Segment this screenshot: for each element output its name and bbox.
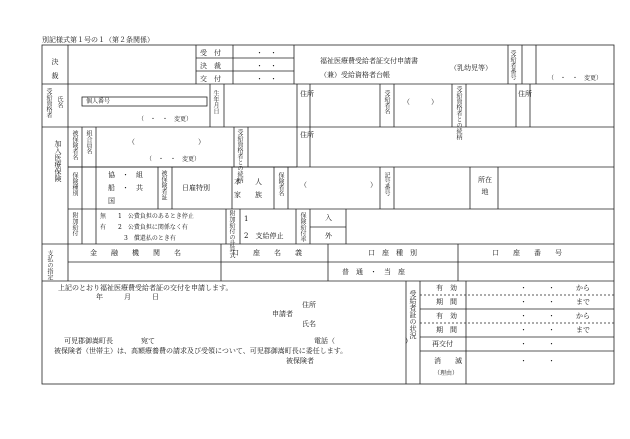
birth-date-label: 生年月日 <box>212 90 219 114</box>
form-subtitle: （乳幼児等） <box>450 64 492 72</box>
phone-field[interactable]: 電話（ ） <box>314 337 412 345</box>
account-holder-header: 口 座 名 義 <box>232 249 302 257</box>
insurer-location-label: 所在地 <box>478 176 492 196</box>
insured-change[interactable]: （ ・ ・ 変更） <box>146 156 201 163</box>
uketsuke-label: 受 付 <box>200 49 221 57</box>
expiry-value[interactable]: ・ ・ <box>520 357 555 365</box>
insurance-type-label: 保険種別 <box>71 172 78 196</box>
relation-label: 受給資格者との続柄 <box>455 86 462 140</box>
insurance-side-label: 加入医療保険 <box>54 140 62 182</box>
status-value-3[interactable]: ・ ・ から <box>520 312 590 320</box>
reissue-value[interactable]: ・ ・ <box>520 340 555 348</box>
form-title-sub: （兼）受給資格者台帳 <box>320 71 390 79</box>
status-value-2[interactable]: ・ ・ まで <box>520 298 590 306</box>
status-label-2: 期 間 <box>436 298 457 306</box>
insured-person-label: 被保険者 <box>286 357 314 365</box>
declaration-text: 上記のとおり福祉医療費受給者証の交付を申請します。 <box>58 284 233 292</box>
payment-designation-label: 支払の指定 <box>46 250 53 280</box>
status-value-1[interactable]: ・ ・ から <box>520 284 590 292</box>
rate-inpatient[interactable]: 入 <box>325 214 332 222</box>
applicant-address2-label: 住所 <box>518 90 532 98</box>
benefit-item-1[interactable]: 無 1 公費負担のあるとき停止 <box>100 213 194 220</box>
hiyatoi-label[interactable]: 日雇特別 <box>182 184 210 192</box>
status-value-4[interactable]: ・ ・ まで <box>520 326 590 334</box>
insured-cert-label: 被保険者証 <box>160 170 167 200</box>
bank-name-header: 金 融 機 関 名 <box>90 249 181 257</box>
status-label-1: 有 効 <box>436 284 457 292</box>
insured-name-label: 被保険者名 <box>71 130 78 160</box>
calc-item-1[interactable]: 1 <box>244 215 249 223</box>
expiry-reason: （理由） <box>434 370 459 377</box>
insured-relation-label: 受給資格者との続柄 <box>236 129 243 183</box>
benefit-rate-label: 保険給付率 <box>299 212 306 242</box>
rate-outpatient[interactable]: 外 <box>325 232 332 240</box>
applicant-change[interactable]: （ ・ ・ 変更） <box>138 116 193 123</box>
status-side-label: 受給者証の状況 <box>409 290 417 339</box>
applicant-name-label: 氏名 <box>56 96 63 108</box>
expiry-label: 消 滅 <box>434 357 462 365</box>
calc-item-2[interactable]: 2 支給停止 <box>244 232 284 240</box>
benefit-label: 附加給付 <box>71 212 78 236</box>
kessai-date[interactable]: ・ ・ <box>256 62 277 70</box>
uketsuke-date[interactable]: ・ ・ <box>256 49 277 57</box>
kessai-label: 決 裁 <box>51 58 66 80</box>
kojin-number-label: 個人番号 <box>86 98 111 105</box>
delegation-text: 被保険者（世帯主）は、高額療養費の請求及び受領について、可児郡御嵩町長に委任します。 <box>54 347 348 355</box>
insured-address-label: 住所 <box>300 131 314 139</box>
applicant-address-label: 住所 <box>302 301 316 309</box>
addressee: 可児郡御嵩町長 宛て <box>64 337 155 345</box>
insurer-paren[interactable]: （ ） <box>300 181 377 189</box>
form-header-title: 別記様式第１号の１（第２条関係） <box>42 36 154 44</box>
member-honnin[interactable]: 本 人 <box>234 178 262 186</box>
recipient-paren[interactable]: （ ） <box>403 98 438 106</box>
benefit-item-3[interactable]: 3 償還払のとき有 <box>100 235 176 242</box>
holder-number-label: 受給者番号 <box>509 50 516 80</box>
koufu-date[interactable]: ・ ・ <box>256 75 277 83</box>
applicant-address-label-top: 住所 <box>300 90 314 98</box>
applicant-role-label: 申請者 <box>272 310 293 318</box>
declaration-date[interactable]: 年 月 日 <box>96 293 159 301</box>
calc-formula-label: 附加給付の計算式 <box>228 210 235 258</box>
recipient-label: 受給者名 <box>383 90 390 114</box>
type-kokuho[interactable]: 国 <box>108 197 115 205</box>
type-kyokai[interactable]: 協 ・ 組 <box>108 171 143 179</box>
insurer-name-label: 保険者名 <box>277 172 284 196</box>
type-senin[interactable]: 船 ・ 共 <box>108 184 143 192</box>
status-label-3: 有 効 <box>436 312 457 320</box>
account-type-value[interactable]: 普 通 ・ 当 座 <box>342 268 405 276</box>
reissue-label: 再交付 <box>432 340 453 348</box>
applicant-side-label: 受給資格者 <box>45 88 52 118</box>
union-member-label: 組合員名 <box>85 130 92 154</box>
account-type-header: 口 座 種 別 <box>368 249 417 257</box>
account-number-header: 口 座 番 号 <box>492 249 562 257</box>
benefit-item-2[interactable]: 有 2 公費負担に関係なく有 <box>100 224 188 231</box>
insured-paren[interactable]: （ ） <box>128 138 205 146</box>
form-title: 福祉医療費受給者証交付申請書 <box>320 57 418 65</box>
applicant-name-field-label: 氏名 <box>302 320 316 328</box>
kessai-row-label: 決 裁 <box>200 62 221 70</box>
status-label-4: 期 間 <box>436 326 457 334</box>
koufu-label: 交 付 <box>200 75 221 83</box>
member-kazoku[interactable]: 家 族 <box>234 191 262 199</box>
holder-number-date[interactable]: （ ・ ・ 変更） <box>548 75 603 82</box>
symbol-number-label: 記号番号 <box>383 172 390 196</box>
